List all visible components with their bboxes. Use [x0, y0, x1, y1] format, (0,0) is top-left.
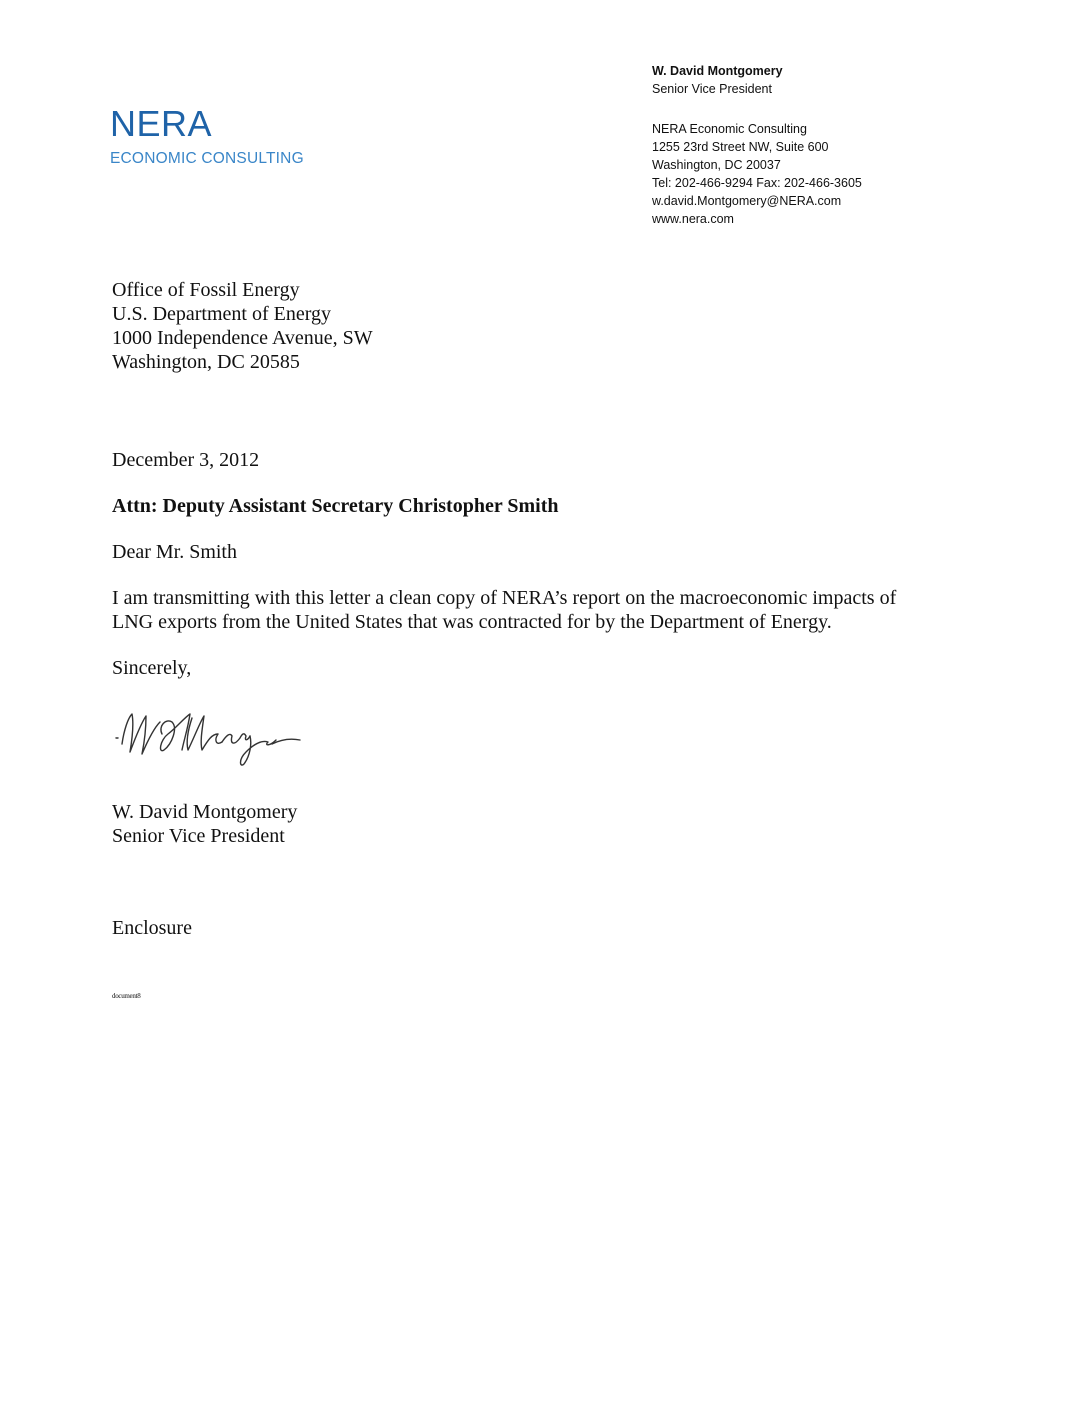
signatory-title: Senior Vice President — [112, 825, 285, 847]
enclosure-note: Enclosure — [112, 917, 192, 939]
document-code: document8 — [112, 992, 141, 1000]
firm-name: NERA Economic Consulting — [652, 122, 807, 136]
sender-name: W. David Montgomery — [652, 64, 783, 78]
body-paragraph-line-1: I am transmitting with this letter a clean copy of NERA’s report on the macroeconomic impacts of — [112, 587, 897, 609]
firm-website: www.nera.com — [652, 212, 734, 226]
salutation: Dear Mr. Smith — [112, 541, 237, 563]
recipient-line-3: 1000 Independence Avenue, SW — [112, 327, 373, 349]
firm-phone-fax: Tel: 202-466-9294 Fax: 202-466-3605 — [652, 176, 862, 190]
closing: Sincerely, — [112, 657, 192, 679]
letter-date: December 3, 2012 — [112, 449, 260, 471]
body-paragraph-line-2: LNG exports from the United States that was contracted for by the Department of Energy. — [112, 611, 832, 633]
signatory-name: W. David Montgomery — [112, 801, 298, 823]
handwritten-signature — [114, 700, 314, 780]
recipient-line-1: Office of Fossil Energy — [112, 279, 300, 301]
firm-street-address: 1255 23rd Street NW, Suite 600 — [652, 140, 829, 154]
firm-city-address: Washington, DC 20037 — [652, 158, 781, 172]
company-logo-tagline: ECONOMIC CONSULTING — [110, 150, 304, 167]
company-logo-wordmark: NERA — [110, 103, 213, 144]
recipient-line-4: Washington, DC 20585 — [112, 351, 300, 373]
attention-line: Attn: Deputy Assistant Secretary Christopher Smith — [112, 495, 559, 517]
sender-email: w.david.Montgomery@NERA.com — [652, 194, 842, 208]
sender-title: Senior Vice President — [652, 82, 772, 96]
recipient-line-2: U.S. Department of Energy — [112, 303, 332, 325]
